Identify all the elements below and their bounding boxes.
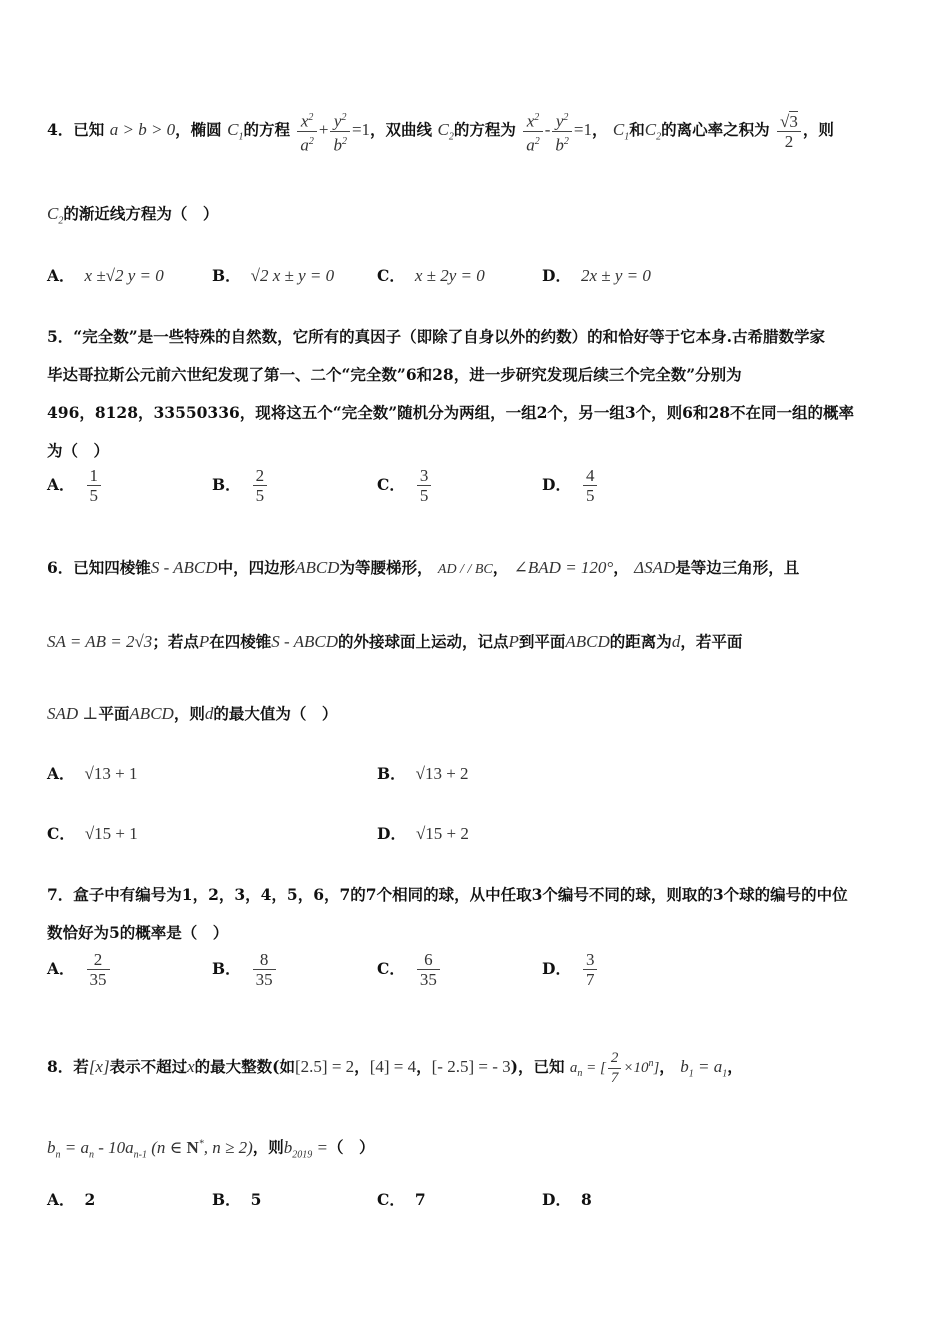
q7-option-a[interactable]: A． $\frac{2}{35}$ xyxy=(47,950,112,989)
q8-b1-definition: $b_1 = a_1$ xyxy=(680,1057,728,1080)
q5-option-c[interactable]: C． $\frac{3}{5}$ xyxy=(377,466,433,505)
question-6-line2: SA = AB = 2√3；若点P在四棱锥S - ABCD的外接球面上运动，记点P到平面ABCD的距离为d，若平面 xyxy=(47,632,743,651)
question-7 xyxy=(47,876,907,952)
q4-text: 已知 xyxy=(73,120,105,140)
q7-option-c[interactable]: C． $\frac{6}{35}$ xyxy=(377,950,442,989)
q5-option-d[interactable]: D． $\frac{4}{5}$ xyxy=(542,466,599,505)
question-5 xyxy=(47,318,907,470)
q4-ellipse-frac-x: $\frac{x^2}{a^2}$ xyxy=(297,108,317,154)
q8-option-d[interactable]: D． 8 xyxy=(542,1190,592,1209)
q4-math-c2-b: $C_2$ xyxy=(47,204,64,227)
q4-number: 4． xyxy=(47,120,74,140)
q6-option-a[interactable]: A． √13 + 1 xyxy=(47,764,138,783)
q8-an-definition: $a_n$ = [ $\frac{2}{7}$ $\times 10^n$] xyxy=(569,1050,660,1087)
q4-hyperbola-frac-x: $\frac{x^2}{a^2}$ xyxy=(523,108,543,154)
q6-option-c[interactable]: C． √15 + 1 xyxy=(47,824,138,843)
q8-bn-recurrence: $b_n = a_n - 10a_{n-1}$ (n ∈ N*, n ≥ 2) xyxy=(47,1137,253,1161)
question-6-line1: 6．已知四棱锥S - ABCD中，四边形ABCD为等腰梯形， AD / / BC， ∠BAD = 120°， ΔSAD是等边三角形，且 xyxy=(47,558,800,577)
q8-b2019: $b_{2019}$ = xyxy=(283,1137,329,1161)
q8-option-a[interactable]: A． 2 xyxy=(47,1190,96,1209)
q6-option-b[interactable]: B． √13 + 2 xyxy=(377,764,469,783)
q7-line-1: 7．盒子中有编号为1，2，3，4，5，6，7的7个相同的球，从中任取3个编号不同的球，则取的3个球的编号的中位 xyxy=(47,885,848,904)
question-4: 4．已知 a > b > 0，椭圆 $C_1$的方程 $\frac{x^2}{a^2}$ + $\frac{y^2}{b^2}$ =1，双曲线 $C_2$的方程为 $\frac{x^2}{a^2}$ - $\frac{y^2}{b^2}$ =1， $C_1$和$C_2$的离心率之积为 $\frac{√3}{2}$ ，则 xyxy=(47,108,907,160)
q5-option-a[interactable]: A． $\frac{1}{5}$ xyxy=(47,466,103,505)
question-8-line1: 8．若[x]表示不超过x的最大整数(如[2.5] = 2，[4] = 4，[- 2.5] = - 3)，已知 $a_n$ = [ $\frac{2}{7}$ $\times 10^n$]， $b_1 = a_1$， xyxy=(47,1050,743,1087)
q5-line-2: 毕达哥拉斯公元前六世纪发现了第一、二个“完全数”6和28，进一步研究发现后续三个完全数”分别为 xyxy=(47,365,742,384)
q4-math-c1: $C_1$ xyxy=(227,120,244,143)
q4-option-c[interactable]: C． x ± 2y = 0 xyxy=(377,266,485,285)
q4-option-b[interactable]: B． √2 x ± y = 0 xyxy=(212,266,335,285)
q5-option-b[interactable]: B． $\frac{2}{5}$ xyxy=(212,466,269,505)
q8-option-c[interactable]: C． 7 xyxy=(377,1190,426,1209)
question-8-line2: $b_n = a_n - 10a_{n-1}$ (n ∈ N*, n ≥ 2)，则$b_{2019}$ =（ ） xyxy=(47,1137,375,1161)
q7-option-b[interactable]: B． $\frac{8}{35}$ xyxy=(212,950,278,989)
q5-line-4: 为（ ） xyxy=(47,441,110,460)
q4-option-d[interactable]: D． 2x ± y = 0 xyxy=(542,266,651,285)
q7-option-d[interactable]: D． $\frac{3}{7}$ xyxy=(542,950,599,989)
q4-math-c2: $C_2$ xyxy=(437,120,454,143)
question-6-line3: SAD ⊥平面ABCD，则d的最大值为（ ） xyxy=(47,704,338,723)
q7-line-2: 数恰好为5的概率是（ ） xyxy=(47,923,229,942)
q4-eccentricity-product: $\frac{√3}{2}$ xyxy=(777,112,801,151)
q4-option-a[interactable]: A． x ±√2 y = 0 xyxy=(47,266,164,285)
q5-line-3: 496，8128，33550336，现将这五个“完全数”随机分为两组，一组2个，另一组3个，则6和28不在同一组的概率 xyxy=(47,403,855,422)
q5-line-1: 5．“完全数”是一些特殊的自然数，它所有的真因子（即除了自身以外的约数）的和恰好等于它本身.古希腊数学家 xyxy=(47,327,826,346)
q8-option-b[interactable]: B． 5 xyxy=(212,1190,262,1209)
q4-hyperbola-frac-y: $\frac{y^2}{b^2}$ xyxy=(552,108,572,154)
question-4-line2: $C_2$的渐近线方程为（ ） xyxy=(47,204,219,227)
q4-ellipse-frac-y: $\frac{y^2}{b^2}$ xyxy=(330,108,350,154)
q4-math-condition: a > b > 0 xyxy=(109,120,176,140)
q6-option-d[interactable]: D． √15 + 2 xyxy=(377,824,469,843)
